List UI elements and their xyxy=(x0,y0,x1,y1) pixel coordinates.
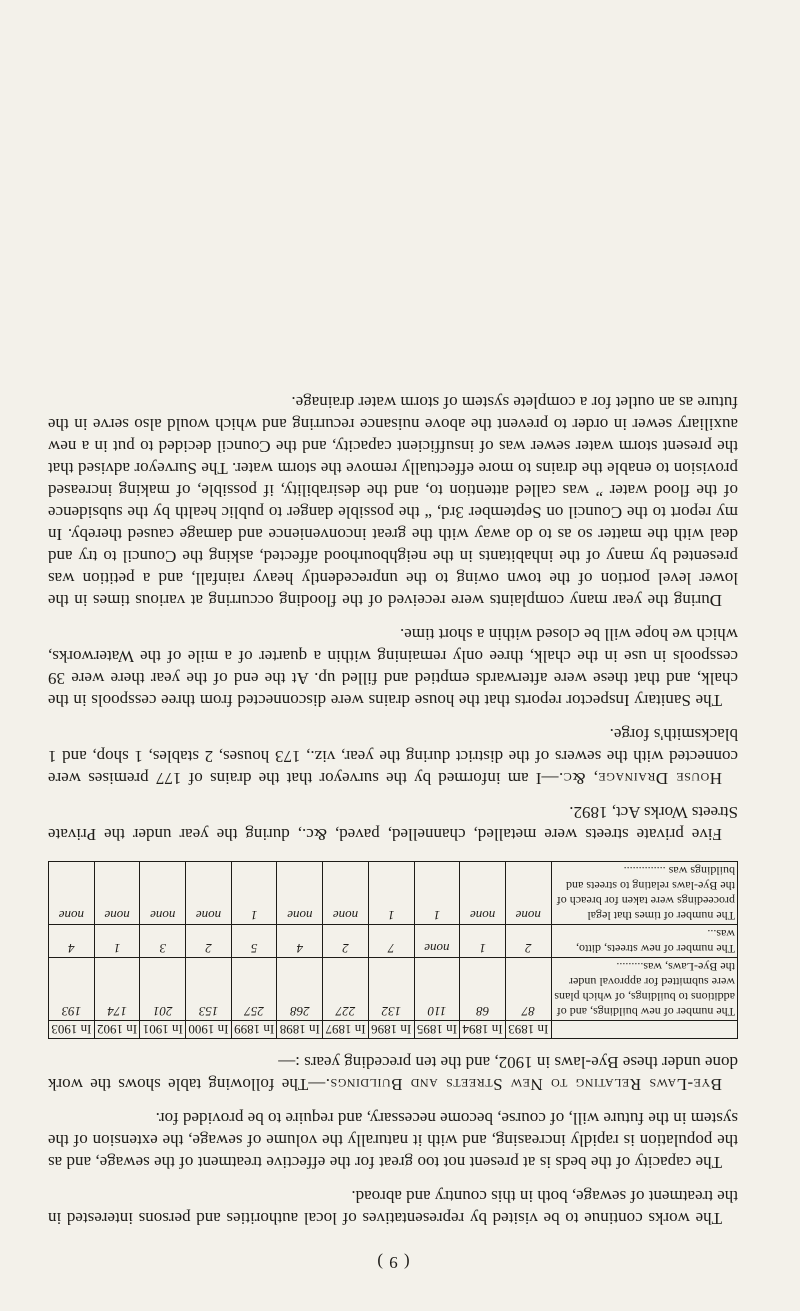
paragraph-cesspools: The Sanitary Inspector reports that the house drains were disconnected from three cesspools in the chalk, and that these were afterwards emptied and filled up. At the end of the year there were 39 cesspools in use in the chalk, three only remaining within a quarter of a mile of the Waterworks, which we hope will be closed within a short time. xyxy=(48,625,738,710)
year-header: In 1898 xyxy=(277,1021,323,1039)
table-cell: 2 xyxy=(186,925,232,958)
paragraph-flooding: During the year many complaints were received of the flooding occurring at various times in the lower level portion of the town owing to the unprecedently heavy rainfall, and a petition was presented by many of the inhabitants in the neighbourhood affected, asking the Council to try and deal with the matter so as to do away with the great inconvenience and damage caused thereby. In my report to the Council on September 3rd, “ the possible danger to public health by the subsidence of the flood water ” was called attention to, and the desirability, if possible, of making increased provision to enable the drains to more effectually remove the storm water. The Surveyor advised that the present storm water sewer was of insufficient capacity, and the Council decided to put in a new auxiliary sewer in order to prevent the above nuisance recurring and which would also serve in the future as an outlet for a complete system of storm water drainage. xyxy=(48,393,738,610)
house-drainage-heading: House Drainage, &c. xyxy=(558,769,722,788)
table-cell: 257 xyxy=(231,958,277,1021)
table-cell: 193 xyxy=(49,958,95,1021)
page-number: ( 9 ) xyxy=(376,1253,410,1272)
table-cell: none xyxy=(323,862,369,925)
table-cell: 1 xyxy=(231,862,277,925)
table-cell: 4 xyxy=(277,925,323,958)
table-cell: 132 xyxy=(368,958,414,1021)
paragraph-private-streets: Five private streets were metalled, channelled, paved, &c., during the year under the Private Streets Works Act, 1892. xyxy=(48,803,738,844)
table-cell: 1 xyxy=(460,925,506,958)
table-row xyxy=(49,925,738,958)
house-drainage-text: —I am informed by the surveyor that the drains of 177 premises were connected with the sewers of the district during the year, viz., 173 houses, 2 stables, 1 shop, and 1 blacksmith's forge. xyxy=(48,725,738,788)
bye-laws-table xyxy=(48,861,738,1039)
table-cell: none xyxy=(505,862,551,925)
table-cell: 1 xyxy=(414,862,460,925)
paragraph-visitors: The works continue to be visited by representatives of local authorities and persons interested in the treatment of sewage, both in this country and abroad. xyxy=(48,1187,738,1228)
year-header: In 1902 xyxy=(94,1021,140,1039)
table-cell: 4 xyxy=(49,925,95,958)
year-header: In 1893 xyxy=(505,1021,551,1039)
row-label: The number of new buildings, and of additions to buildings, of which plans were submitted for approval under the Bye-Laws, was......... xyxy=(551,958,737,1021)
table-cell: 110 xyxy=(414,958,460,1021)
table-cell: 227 xyxy=(323,958,369,1021)
paragraph-house-drainage xyxy=(48,723,738,789)
table-corner-cell xyxy=(551,1021,737,1039)
paragraph-bye-laws xyxy=(48,1051,738,1095)
year-header: In 1897 xyxy=(323,1021,369,1039)
table-cell: none xyxy=(277,862,323,925)
table-cell: 2 xyxy=(505,925,551,958)
bye-laws-intro: —The following table shows the work done under these Bye-laws in 1902, and the ten preceding years :— xyxy=(48,1053,738,1094)
table-cell: none xyxy=(94,862,140,925)
table-cell: 87 xyxy=(505,958,551,1021)
year-header: In 1901 xyxy=(140,1021,186,1039)
table-cell: none xyxy=(140,862,186,925)
table-cell: none xyxy=(49,862,95,925)
table-cell: 2 xyxy=(323,925,369,958)
table-cell: 7 xyxy=(368,925,414,958)
table-cell: 3 xyxy=(140,925,186,958)
table-header-row xyxy=(49,1021,738,1039)
year-header: In 1894 xyxy=(460,1021,506,1039)
table-cell: 201 xyxy=(140,958,186,1021)
table-cell: 174 xyxy=(94,958,140,1021)
table-row xyxy=(49,862,738,925)
table-cell: 1 xyxy=(94,925,140,958)
year-header: In 1896 xyxy=(368,1021,414,1039)
table-cell: none xyxy=(460,862,506,925)
year-header: In 1895 xyxy=(414,1021,460,1039)
bye-laws-heading: Bye-Laws Relating to New Streets and Buildings. xyxy=(325,1075,722,1094)
table-cell: none xyxy=(186,862,232,925)
table-cell: none xyxy=(414,925,460,958)
table-cell: 5 xyxy=(231,925,277,958)
year-header: In 1900 xyxy=(186,1021,232,1039)
table-cell: 1 xyxy=(368,862,414,925)
table-cell: 153 xyxy=(186,958,232,1021)
paragraph-capacity: The capacity of the beds is at present not too great for the effective treatment of the sewage, and as the population is rapidly increasing, and with it naturally the volume of sewage, the extension of the system in the future will, of course, become necessary, and require to be provided for. xyxy=(48,1109,738,1172)
year-header: In 1903 xyxy=(49,1021,95,1039)
row-label: The number of new streets, ditto, was... xyxy=(551,925,737,958)
table-cell: 68 xyxy=(460,958,506,1021)
row-label: The number of times that legal proceedings were taken for breach of the Bye-laws relating to streets and buildings was .............. xyxy=(551,862,737,925)
table-cell: 268 xyxy=(277,958,323,1021)
table-row xyxy=(49,958,738,1021)
year-header: In 1899 xyxy=(231,1021,277,1039)
